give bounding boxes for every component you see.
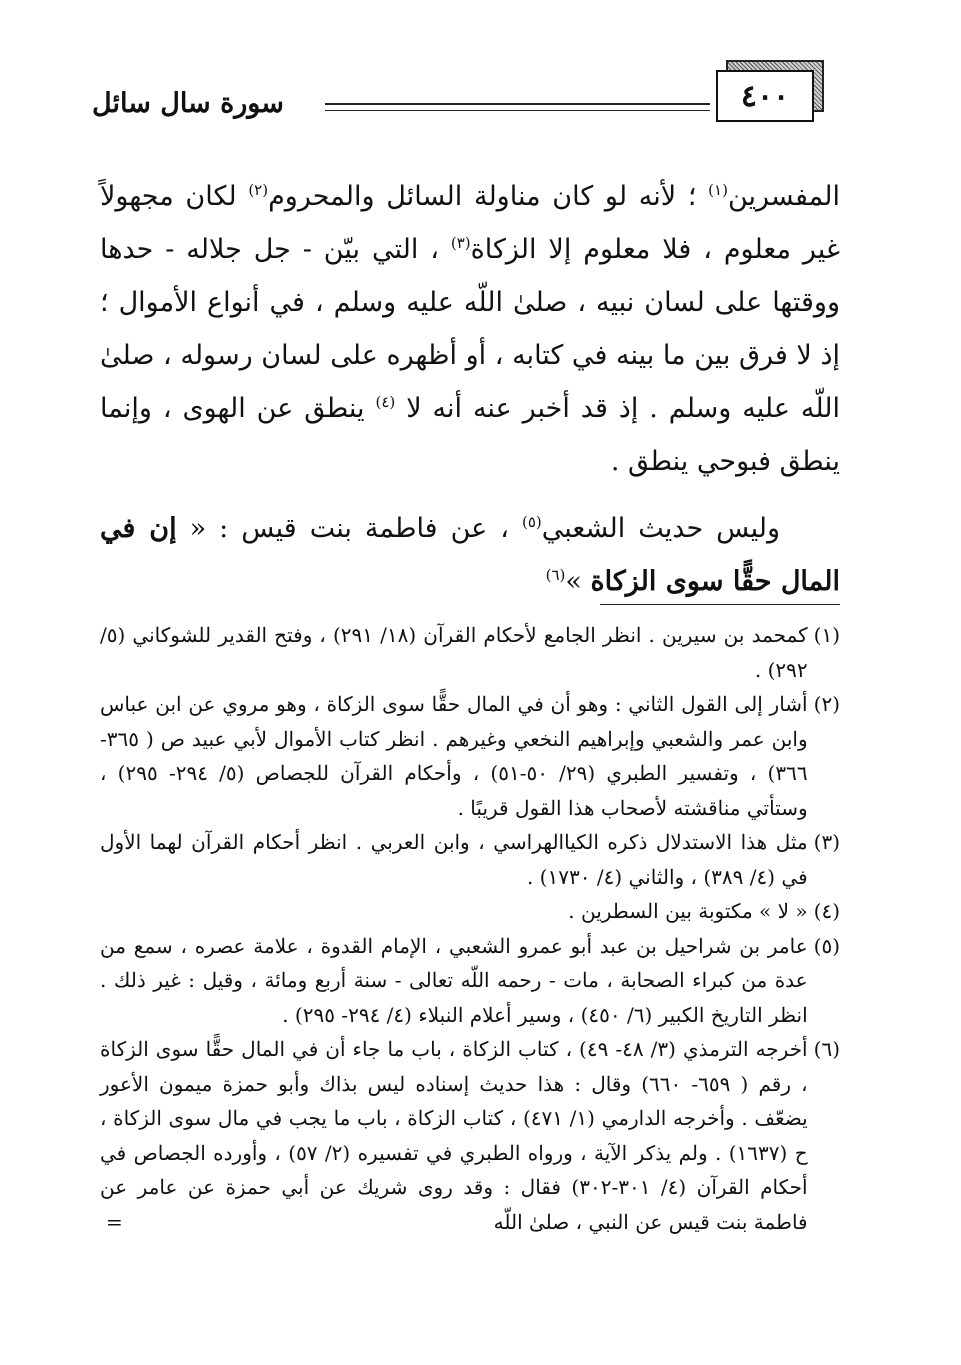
footnote-ref-2: (٢) <box>248 181 269 199</box>
continuation-mark: = <box>106 1209 123 1234</box>
hadith-quote: إن في المال حقًّا سوى الزكاة <box>100 513 840 597</box>
footnotes <box>100 618 840 1239</box>
footnote-text <box>100 1032 808 1239</box>
footnote-item <box>100 1032 840 1239</box>
text-run: ، عن فاطمة بنت قيس : « <box>176 513 522 544</box>
paragraph-2 <box>100 502 840 608</box>
footnote-text: « لا » مكتوبة بين السطرين . <box>568 899 808 923</box>
text-run: ، التي بيّن - جل جلاله - حدها ووقتها على لسان نبيه ، صلىٰ اللّه عليه وسلم ، في أنواع الأموال ؛ إذ لا فرق بين ما بينه في كتابه ، أو أظهره على لسان رسوله ، صلىٰ اللّه عليه وسلم . إذ قد أخبر عنه أنه لا <box>100 234 840 424</box>
header-rule-thin <box>325 110 710 111</box>
footnote-number: (١) <box>813 623 840 647</box>
footnote-ref-4: (٤) <box>375 393 396 411</box>
text-run: المفسرين <box>727 181 841 212</box>
footnote-item <box>100 825 840 894</box>
footnote-item <box>100 929 840 1033</box>
page-number-box <box>716 70 814 122</box>
footnote-text: عامر بن شراحيل بن عبد أبو عمرو الشعبي ، الإمام القدوة ، علامة عصره ، سمع من عدة من كبراء الصحابة ، مات - رحمه اللّه تعالى - سنة أربع ومائة ، وقيل : غير ذلك . انظر التاريخ الكبير (٦/ ٤٥٠) ، وسير أعلام النبلاء (٤/ ٢٩٤- ٢٩٥) . <box>100 933 808 1027</box>
header-rule <box>325 103 710 105</box>
main-text <box>100 170 840 608</box>
text-run: ينطق عن الهوى ، وإنما ينطق فبوحي ينطق . <box>100 393 840 477</box>
footnote-text: أشار إلى القول الثاني : وهو أن في المال حقًّا سوى الزكاة ، وهو مروي عن ابن عباس وابن عمر والشعبي وإبراهيم النخعي وغيرهم . انظر كتاب الأموال لأبي عبيد ص ( ٣٦٥- ٣٦٦) ، وتفسير الطبري (٢٩/ ٥٠-٥١) ، وأحكام القرآن للجصاص (٥/ ٢٩٤- ٢٩٥) ، وستأتي مناقشته لأصحاب هذا القول قريبًا . <box>100 692 808 820</box>
footnote-text-run: أخرجه الترمذي (٣/ ٤٨- ٤٩) ، كتاب الزكاة ، باب ما جاء أن في المال حقًّا سوى الزكاة ، رقم ( ٦٥٩- ٦٦٠) وقال : هذا حديث إسناده ليس بذاك وأبو حمزة ميمون الأعور يضعّف . وأخرجه الدارمي (١/ ٤٧١) ، كتاب الزكاة ، باب ما يجب في مال سوى الزكاة ، ح (١٦٣٧) . ولم يذكر الآية ، ورواه الطبري في تفسيره (٢/ ٥٧) ، وأورده الجصاص في أحكام القرآن (٤/ ٣٠١-٣٠٢) فقال : وقد روى شريك عن أبي حمزة عن عامر عن فاطمة بنت قيس عن النبي ، صلىٰ اللّه <box>100 1037 808 1234</box>
footnote-number: (٣) <box>813 830 840 854</box>
footnote-ref-5: (٥) <box>522 513 542 531</box>
footnote-ref-1: (١) <box>708 181 728 199</box>
footnote-item <box>100 894 840 929</box>
text-run: » <box>565 566 591 597</box>
page-number: ٤٠٠ <box>740 78 790 114</box>
footnote-ref-6: (٦) <box>545 566 566 584</box>
footnote-ref-3: (٣) <box>450 234 471 252</box>
footnote-separator <box>600 604 840 605</box>
footnote-number: (٥) <box>813 933 840 958</box>
chapter-title: سورة سال سائل <box>92 88 284 119</box>
footnote-item <box>100 618 840 687</box>
footnote-item <box>100 687 840 825</box>
paragraph-1 <box>100 170 840 488</box>
footnote-number: (٦) <box>813 1037 840 1061</box>
footnote-text: كمحمد بن سيرين . انظر الجامع لأحكام القرآن (١٨/ ٢٩١) ، وفتح القدير للشوكاني (٥/ ٢٩٢) . <box>100 623 808 682</box>
text-run: لكان مجهولاً غير معلوم ، فلا معلوم إلا الزكاة <box>100 181 840 265</box>
footnote-number: (٢) <box>813 692 840 716</box>
footnote-number: (٤) <box>813 899 840 923</box>
text-run: ؛ لأنه لو كان مناولة السائل والمحروم <box>268 181 709 212</box>
text-run: وليس حديث الشعبي <box>541 513 781 544</box>
footnote-text: مثل هذا الاستدلال ذكره الكياالهراسي ، وابن العربي . انظر أحكام القرآن لهما الأول في (٤/ ٣٨٩) ، والثاني (٤/ ١٧٣٠) . <box>100 830 808 889</box>
